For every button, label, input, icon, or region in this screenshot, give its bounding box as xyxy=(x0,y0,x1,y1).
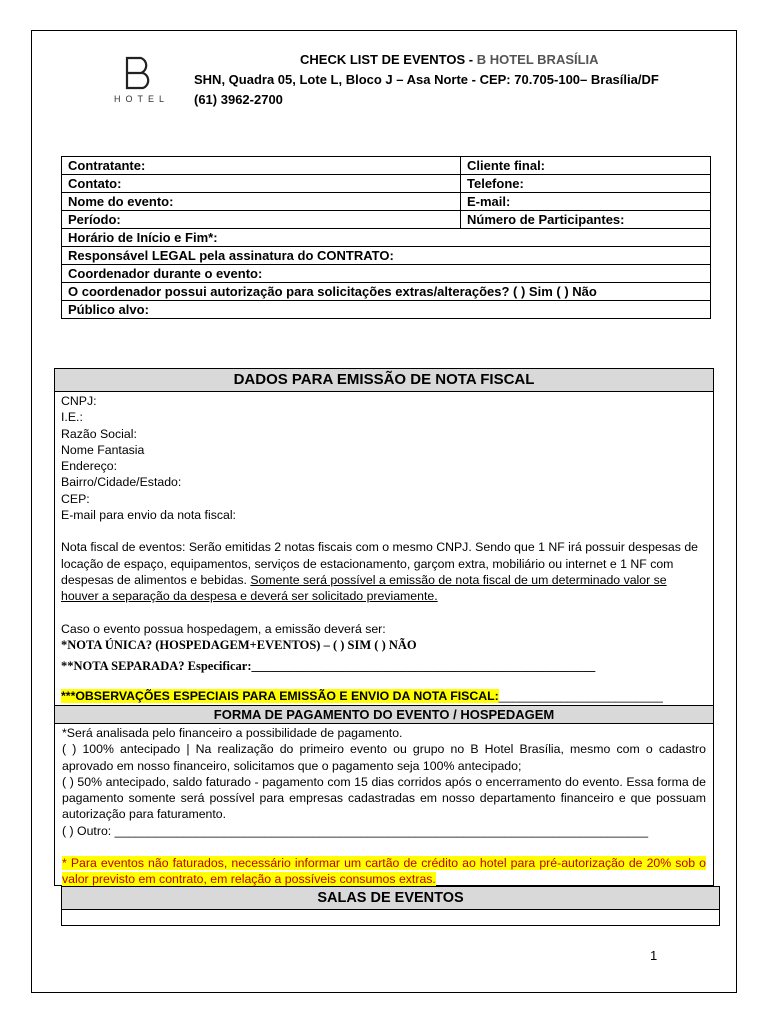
nota-separada-option[interactable]: **NOTA SEPARADA? Especificar:_______________________________________________________ xyxy=(61,659,596,674)
periodo-field[interactable]: Período: xyxy=(62,211,461,229)
nome-evento-field[interactable]: Nome do evento: xyxy=(62,193,461,211)
hotel-logo xyxy=(104,56,174,104)
observacoes-label: ***OBSERVAÇÕES ESPECIAIS PARA EMISSÃO E ENVIO DA NOTA FISCAL: xyxy=(61,689,499,704)
telefone-field[interactable]: Telefone: xyxy=(461,175,711,193)
razao-social-field[interactable]: Razão Social: xyxy=(61,426,137,441)
observacoes-field[interactable] xyxy=(61,688,707,704)
hospedagem-text: Caso o evento possua hospedagem, a emissão deverá ser: xyxy=(61,621,386,636)
email-nf-field[interactable]: E-mail para envio da nota fiscal: xyxy=(61,508,236,523)
publico-alvo-field[interactable]: Público alvo: xyxy=(62,301,711,319)
horario-field[interactable]: Horário de Início e Fim*: xyxy=(62,229,711,247)
nota-fiscal-section xyxy=(54,368,714,706)
pagamento-header: FORMA DE PAGAMENTO DO EVENTO / HOSPEDAGEM xyxy=(55,706,713,724)
email-field[interactable]: E-mail: xyxy=(461,193,711,211)
hotel-address: SHN, Quadra 05, Lote L, Bloco J – Asa Norte - CEP: 70.705-100– Brasília/DF xyxy=(194,72,659,87)
pagamento-section xyxy=(54,705,714,886)
pagamento-opcao-outro[interactable]: ( ) Outro: ______________________________________________________________________________ xyxy=(62,823,649,838)
title-brand: B HOTEL BRASÍLIA xyxy=(476,52,599,67)
endereco-field[interactable]: Endereço: xyxy=(61,459,118,474)
responsavel-field[interactable]: Responsável LEGAL pela assinatura do CONTRATO: xyxy=(62,247,711,265)
event-info-form xyxy=(61,156,711,319)
nota-fiscal-info: Nota fiscal de eventos: Serão emitidas 2 notas fiscais com o mesmo CNPJ. Sendo que 1 NF irá possuir despesas de locação de espaço, equipamentos, serviços de estacionamento, garçom extra, mobiliário ou internet e 1 NF com despesas de alimentos e bebidas. Somente será possível a emissão de nota fiscal de um determinado valor se houver a separação da despesa e deverá ser solicitado previamente. xyxy=(61,540,699,604)
b-logo-icon xyxy=(122,56,156,90)
nota-unica-option[interactable]: *NOTA ÚNICA? (HOSPEDAGEM+EVENTOS) – ( ) SIM ( ) NÃO xyxy=(61,637,417,652)
document-title: CHECK LIST DE EVENTOS - B HOTEL BRASÍLIA xyxy=(300,52,599,67)
salas-header: SALAS DE EVENTOS xyxy=(62,887,719,910)
analise-text: *Será analisada pelo financeiro a possibilidade de pagamento. xyxy=(62,726,403,740)
nota-fiscal-info-underlined: Somente será possível a emissão de nota fiscal de um determinado valor se houver a separação da despesa e deverá ser solicitado previamente. xyxy=(61,572,667,604)
contato-field[interactable]: Contato: xyxy=(62,175,461,193)
cartao-credito-aviso: * Para eventos não faturados, necessário informar um cartão de crédito ao hotel para pré-autorização de 20% sob o valor previsto em contrato, em relação a possíveis consumos extras. xyxy=(62,856,706,887)
nota-fiscal-header: DADOS PARA EMISSÃO DE NOTA FISCAL xyxy=(55,369,713,392)
pagamento-opcao-50[interactable]: ( ) 50% antecipado, saldo faturado - pagamento com 15 dias corridos após o encerramento do evento. Essa forma de pagamento somente será possível para empresas cadastradas em nosso departamento financeiro e que possuam autorização para faturamento. xyxy=(62,774,706,822)
document-header xyxy=(194,50,659,110)
observacoes-line: ________________________ xyxy=(498,689,663,704)
autorizacao-field[interactable]: O coordenador possui autorização para solicitações extras/alterações? ( ) Sim ( ) Não xyxy=(62,283,711,301)
cnpj-field[interactable]: CNPJ: xyxy=(61,394,97,408)
cep-field[interactable]: CEP: xyxy=(61,491,90,506)
hotel-phone: (61) 3962-2700 xyxy=(194,92,283,107)
ie-field[interactable]: I.E.: xyxy=(61,410,83,425)
nome-fantasia-field[interactable]: Nome Fantasia xyxy=(61,442,145,457)
pagamento-opcao-100[interactable]: ( ) 100% antecipado | Na realização do primeiro evento ou grupo no B Hotel Brasília, mesmo com o cadastro aprovado em nosso financeiro, solicitamos que o pagamento seja 100% antecipado; xyxy=(62,742,706,773)
participantes-field[interactable]: Número de Participantes: xyxy=(461,211,711,229)
contratante-field[interactable]: Contratante: xyxy=(62,157,461,175)
logo-text: HOTEL xyxy=(113,94,169,104)
salas-section xyxy=(61,886,720,926)
cliente-final-field[interactable]: Cliente final: xyxy=(461,157,711,175)
bairro-field[interactable]: Bairro/Cidade/Estado: xyxy=(61,475,182,490)
page-number: 1 xyxy=(650,948,658,963)
coordenador-field[interactable]: Coordenador durante o evento: xyxy=(62,265,711,283)
